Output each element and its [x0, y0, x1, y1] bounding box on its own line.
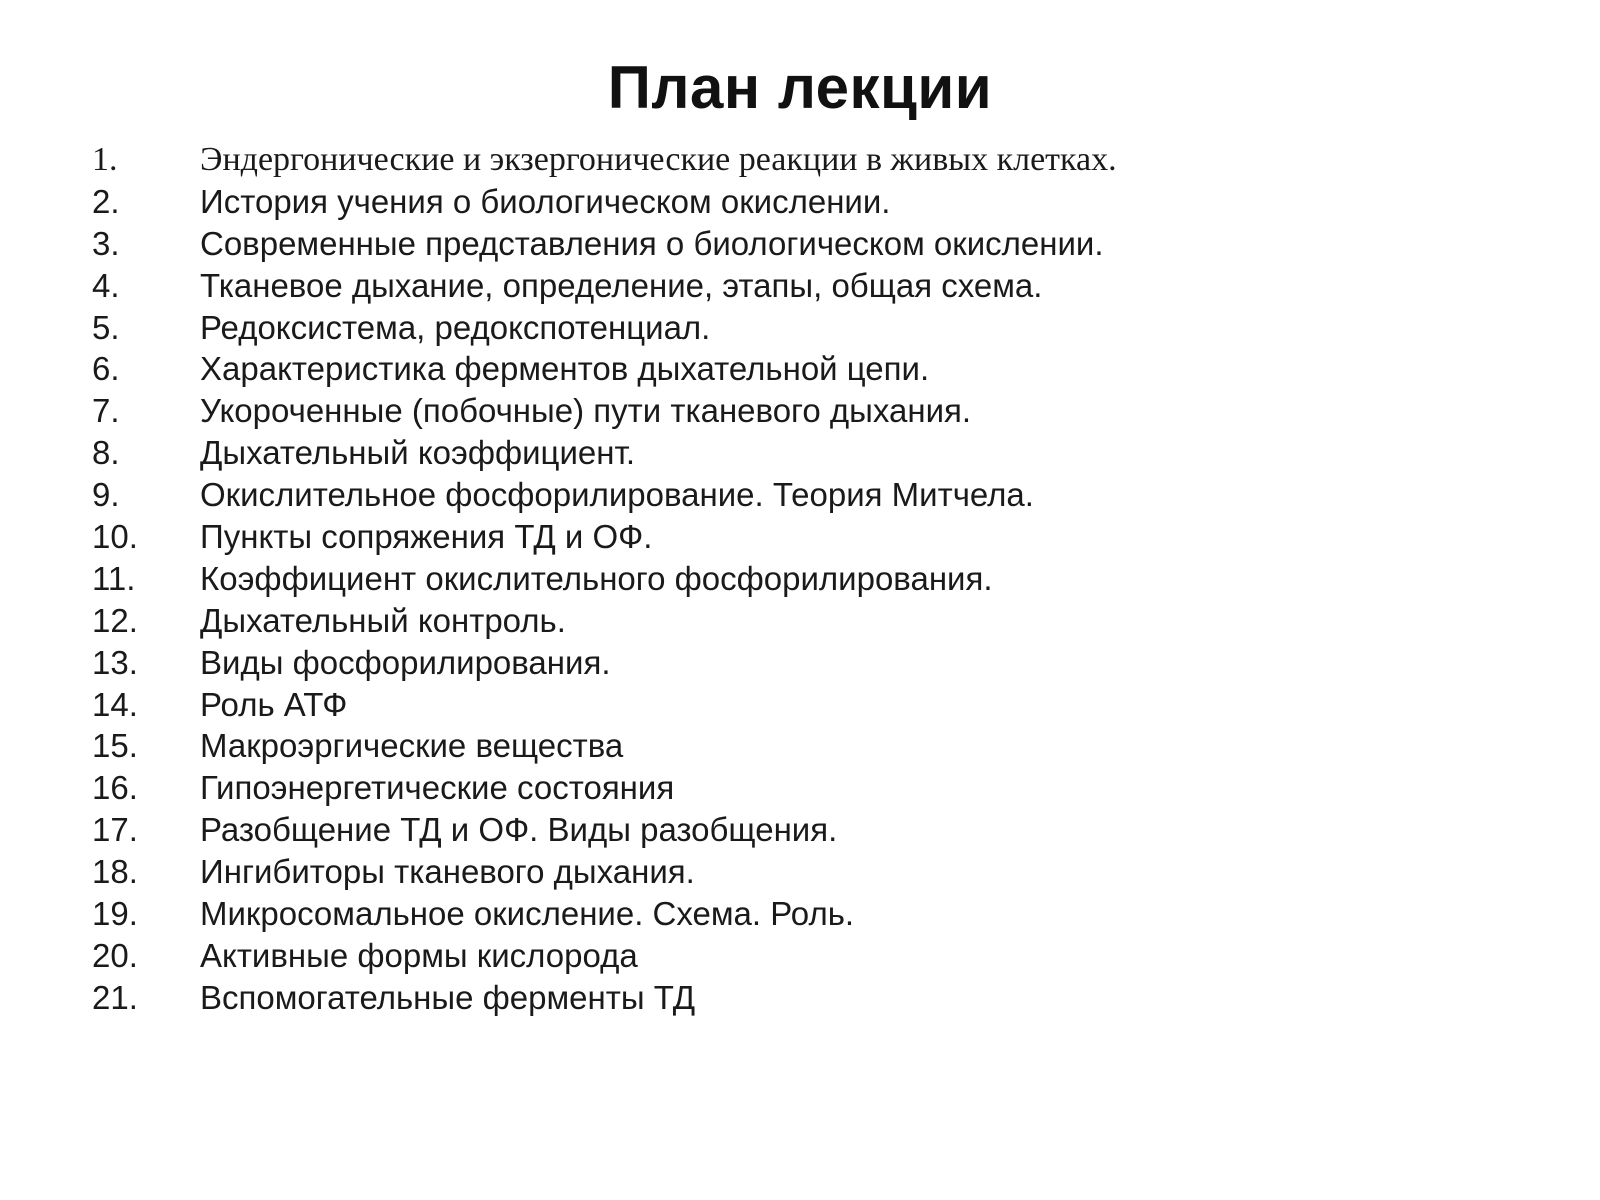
- item-text: Виды фосфорилирования.: [200, 643, 611, 681]
- item-number: 8.: [92, 434, 120, 472]
- item-text: Микросомальное окисление. Схема. Роль.: [200, 895, 855, 933]
- item-number: 11.: [92, 559, 136, 597]
- item-text: Пункты сопряжения ТД и ОФ.: [200, 518, 653, 556]
- lecture-plan-list: [92, 139, 1492, 1019]
- item-number: 9.: [92, 476, 120, 514]
- item-text: Дыхательный контроль.: [200, 601, 566, 639]
- item-text: Эндергонические и экзергонические реакции в живых клетках.: [200, 141, 1117, 178]
- list-item: [92, 893, 1492, 935]
- slide-title: План лекции: [607, 54, 993, 121]
- list-item: [92, 516, 1492, 558]
- item-number: 12.: [92, 601, 138, 639]
- item-number: 16.: [92, 769, 138, 807]
- item-number: 7.: [92, 392, 120, 430]
- list-item: [92, 390, 1492, 432]
- list-item: [92, 265, 1492, 307]
- item-text: Коэффициент окислительного фосфорилирования.: [200, 559, 993, 597]
- item-number: 2.: [92, 182, 120, 220]
- item-number: 17.: [92, 811, 138, 849]
- list-item: [92, 809, 1492, 851]
- item-text: Тканевое дыхание, определение, этапы, общая схема.: [200, 266, 1043, 304]
- item-text: Гипоэнергетические состояния: [200, 769, 675, 807]
- item-number: 5.: [92, 308, 120, 346]
- item-text: Укороченные (побочные) пути тканевого дыхания.: [200, 392, 972, 430]
- item-number: 18.: [92, 853, 138, 891]
- item-number: 15.: [92, 727, 138, 765]
- item-text: Вспомогательные ферменты ТД: [200, 978, 696, 1016]
- list-item: [92, 223, 1492, 265]
- item-text: Активные формы кислорода: [200, 936, 638, 974]
- list-item: [92, 558, 1492, 600]
- item-number: 4.: [92, 266, 120, 304]
- list-item: [92, 307, 1492, 349]
- item-number: 6.: [92, 350, 120, 388]
- item-number: 19.: [92, 895, 138, 933]
- list-item: [92, 474, 1492, 516]
- item-text: Роль АТФ: [200, 685, 348, 723]
- list-item: [92, 432, 1492, 474]
- item-number: 10.: [92, 518, 138, 556]
- item-text: Современные представления о биологическом окислении.: [200, 224, 1104, 262]
- item-number: 13.: [92, 643, 138, 681]
- item-text: Макроэргические вещества: [200, 727, 624, 765]
- item-text: Ингибиторы тканевого дыхания.: [200, 853, 695, 891]
- item-text: Разобщение ТД и ОФ. Виды разобщения.: [200, 811, 838, 849]
- list-item: [92, 935, 1492, 977]
- item-text: Характеристика ферментов дыхательной цепи.: [200, 350, 930, 388]
- item-text: Окислительное фосфорилирование. Теория Митчела.: [200, 476, 1034, 514]
- list-item: [92, 139, 1492, 181]
- item-number: 21.: [92, 978, 138, 1016]
- list-item: [92, 181, 1492, 223]
- list-item: [92, 600, 1492, 642]
- item-number: 14.: [92, 685, 138, 723]
- list-item: [92, 725, 1492, 767]
- item-number: 1.: [92, 141, 118, 178]
- list-item: [92, 642, 1492, 684]
- item-text: История учения о биологическом окислении.: [200, 182, 891, 220]
- list-item: [92, 767, 1492, 809]
- item-number: 3.: [92, 224, 120, 262]
- item-text: Дыхательный коэффициент.: [200, 434, 636, 472]
- list-item: [92, 684, 1492, 726]
- list-item: [92, 977, 1492, 1019]
- list-item: [92, 348, 1492, 390]
- list-item: [92, 851, 1492, 893]
- item-number: 20.: [92, 936, 138, 974]
- item-text: Редоксистема, редокспотенциал.: [200, 308, 711, 346]
